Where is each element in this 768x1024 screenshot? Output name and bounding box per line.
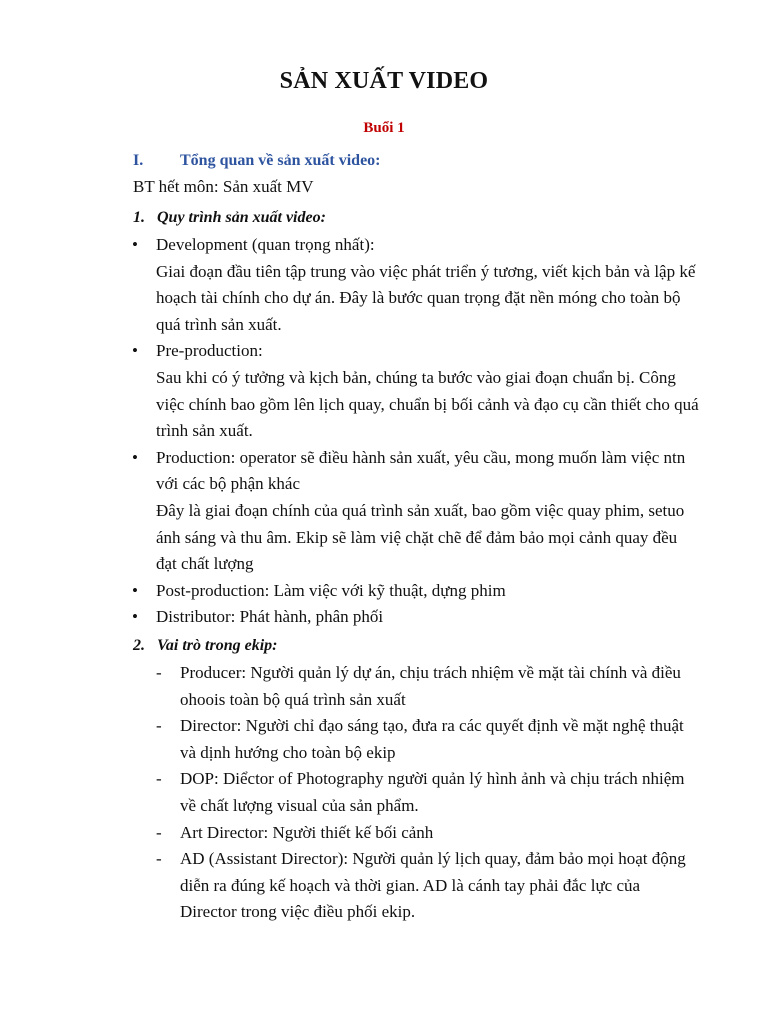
stage-label: Pre-production: bbox=[156, 341, 263, 361]
stage-label: Production: operator sẽ điều hành sản xuất, yêu cầu, mong muốn làm việc ntn với các bộ phận khác bbox=[156, 447, 686, 494]
list-item bbox=[156, 713, 700, 766]
list-item bbox=[132, 338, 701, 444]
stage-label: Development (quan trọng nhất): bbox=[156, 235, 375, 254]
section-number: I. bbox=[133, 152, 144, 169]
subsection-heading-text: Vai trò trong ekip: bbox=[157, 637, 278, 654]
dash-icon: - bbox=[156, 769, 162, 789]
stage-detail: Giai đoạn đầu tiên tập trung vào việc phát triển ý tương, viết kịch bản và lập kế hoạch tài chính cho dự án. Đây là bước quan trọng đặt nền móng cho toàn bộ quá trình sản xuất. bbox=[156, 261, 696, 334]
session-label: Buổi 1 bbox=[363, 120, 405, 136]
dash-icon: - bbox=[156, 849, 162, 869]
dash-icon: - bbox=[156, 663, 162, 682]
list-item bbox=[132, 578, 701, 605]
stage-label: Post-production: Làm việc với kỹ thuật, dựng phim bbox=[156, 580, 506, 600]
intro-text: BT hết môn: Sản xuất MV bbox=[133, 177, 314, 196]
subsection-number: 1. bbox=[133, 209, 145, 226]
role-text: AD (Assistant Director): Người quản lý lịch quay, đảm bảo mọi hoạt động diễn ra đúng kế hoạch và thời gian. AD là cánh tay phải đắc lực của Director trong việc điều phối ekip. bbox=[180, 849, 686, 922]
bullet-icon: • bbox=[132, 235, 138, 254]
list-item bbox=[156, 660, 700, 713]
subsection-heading-process bbox=[133, 209, 326, 227]
subsection-number: 2. bbox=[133, 637, 145, 654]
bullet-icon: • bbox=[132, 341, 138, 361]
list-item bbox=[156, 846, 700, 926]
crew-role-list bbox=[156, 660, 700, 926]
bullet-icon: • bbox=[132, 580, 138, 600]
dash-icon: - bbox=[156, 716, 162, 736]
role-text: Director: Người chỉ đạo sáng tạo, đưa ra các quyết định về mặt nghệ thuật và dịnh hướng cho toàn bộ ekip bbox=[180, 716, 684, 762]
section-heading bbox=[133, 152, 381, 170]
list-item bbox=[156, 766, 700, 819]
document-title: SẢN XUẤT VIDEO bbox=[279, 68, 489, 94]
process-stage-list bbox=[132, 232, 701, 631]
list-item bbox=[132, 604, 701, 631]
role-text: Producer: Người quản lý dự án, chịu trách nhiệm về mặt tài chính và điều ohoois toàn bộ quá trình sản xuất bbox=[180, 663, 681, 709]
dash-icon: - bbox=[156, 822, 162, 842]
stage-label: Distributor: Phát hành, phân phối bbox=[156, 607, 384, 627]
role-text: Art Director: Người thiết kế bối cảnh bbox=[180, 822, 434, 842]
bullet-icon: • bbox=[132, 447, 138, 467]
role-text: DOP: Diểctor of Photography người quản lý hình ảnh và chịu trách nhiệm về chất lượng visual của sản phẩm. bbox=[180, 769, 685, 815]
subsection-heading-roles bbox=[133, 637, 277, 655]
list-item bbox=[156, 820, 700, 847]
subsection-heading-text: Quy trình sản xuất video: bbox=[157, 209, 326, 226]
stage-detail: Sau khi có ý tưởng và kịch bản, chúng ta bước vào giai đoạn chuẩn bị. Công việc chính bao gồm lên lịch quay, chuẩn bị bối cảnh và đạo cụ cần thiết cho quá trình sản xuất. bbox=[156, 367, 699, 441]
stage-detail: Đây là giai đoạn chính của quá trình sản xuất, bao gồm việc quay phim, setuo ánh sáng và thu âm. Ekip sẽ làm việ chặt chẽ để đảm bảo mọi cảnh quay đều đạt chất lượng bbox=[156, 500, 685, 574]
list-item bbox=[132, 232, 701, 338]
bullet-icon: • bbox=[132, 607, 138, 627]
section-heading-text: Tổng quan về sản xuất video: bbox=[180, 152, 381, 169]
list-item bbox=[132, 445, 701, 578]
